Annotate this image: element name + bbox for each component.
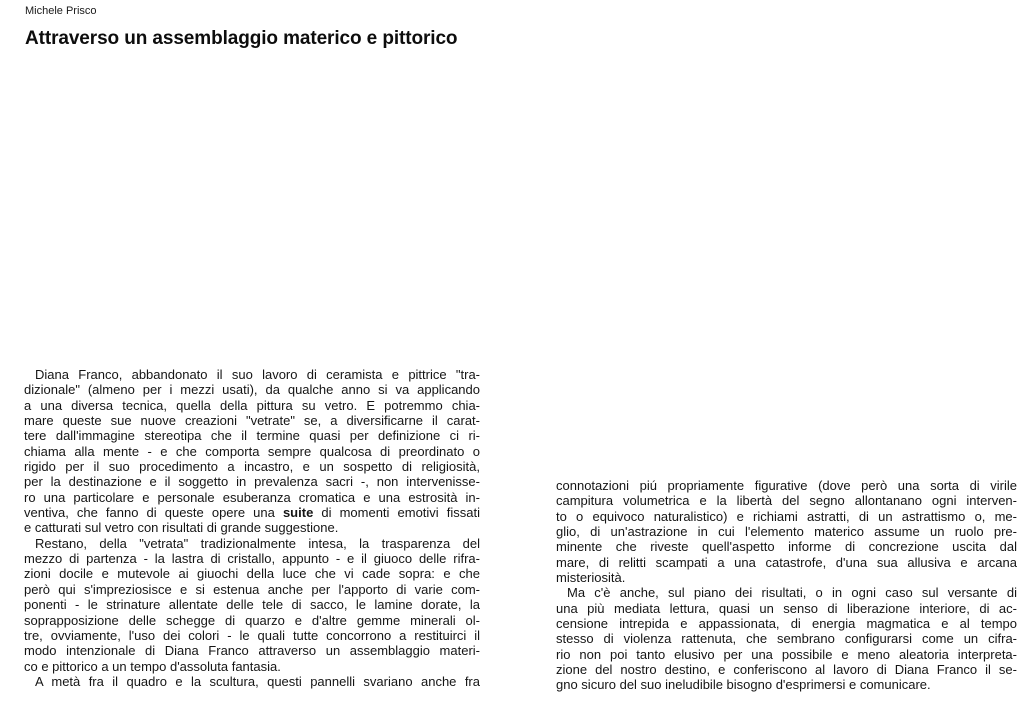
text-line: mezzo di partenza - la lastra di cristallo, appunto - e il giuoco delle rifra-: [24, 551, 480, 567]
text-line: glio, di un'astrazione in cui l'elemento materico assume un ruolo pre-: [556, 524, 1017, 540]
text-line: gno sicuro del suo ineludibile bisogno d'esprimersi e comunicare.: [556, 677, 931, 693]
text-line: modo intenzionale di Diana Franco attraverso un assemblaggio materi-: [24, 643, 480, 659]
text-line: Diana Franco, abbandonato il suo lavoro di ceramista e pittrice "tra-: [35, 367, 480, 382]
text-line: tere dall'immagine stereotipa che il termine quasi per definizione ci ri-: [24, 428, 480, 444]
text-line: zioni docile e mutevole ai giuochi della luce che vi cade sopra: e che: [24, 566, 480, 582]
text-line: a una diversa tecnica, quella della pittura su vetro. E potremmo chia-: [24, 397, 480, 413]
text-line: tre, ovviamente, l'uso dei colori - le quali tutte concorrono a restituirci il: [24, 627, 480, 643]
text-line: una più mediata lettura, quasi un senso di liberazione interiore, di ac-: [556, 600, 1017, 616]
text-line: [24, 505, 480, 520]
author-name: Michele Prisco: [25, 5, 97, 17]
text-line: campitura volumetrica e la libertà del segno allontanano ogni interven-: [556, 493, 1017, 509]
text-line: zione del nostro destino, e conferiscono al lavoro di Diana Franco il se-: [556, 662, 1017, 678]
text-line: A metà fra il quadro e la scultura, questi pannelli svariano anche fra: [35, 673, 480, 689]
text-line: Restano, della "vetrata" tradizionalmente intesa, la trasparenza del: [35, 535, 480, 551]
text-line: per la destinazione e il soggetto in prevalenza sacri -, non intervenisse-: [24, 474, 480, 490]
text-line: dizionale" (almeno per i mezzi usati), da qualche anno si va applicando: [24, 382, 480, 398]
text-line: soprapposizione delle schegge di quarzo e d'altre gemme minerali ol-: [24, 612, 480, 628]
text-column-right: [556, 478, 1017, 693]
text-line: co e pittorico a un tempo d'assoluta fantasia.: [24, 658, 281, 674]
text-line: censione intrepida e appassionata, di energia magmatica e al tempo: [556, 616, 1017, 632]
text-line: e catturati sul vetro con risultati di grande suggestione.: [24, 520, 339, 536]
text-line: to o equivoco naturalistico) e richiami astratti, di un astrattismo o, me-: [556, 508, 1017, 524]
text-line: ro una particolare e personale esuberanza cromatica e una estrosità in-: [24, 489, 480, 505]
text-line: mare queste sue nuove creazioni "vetrate" se, a diversificarne il carat-: [24, 413, 480, 429]
text-line: rigido per il suo procedimento a incastro, e un sospetto di religiosità,: [24, 459, 480, 475]
text-column-left: [24, 367, 480, 689]
text-line: però qui s'impreziosisce e si estenua anche per l'apporto di varie com-: [24, 581, 480, 597]
text-line: chiama alla mente - e che comporta sempre qualcosa di preordinato o: [24, 443, 480, 459]
text-line: connotazioni piú propriamente figurative (dove però una sorta di virile: [556, 478, 1017, 493]
text-segment: ventiva, che fanno di queste opere una: [24, 505, 283, 521]
article-title: Attraverso un assemblaggio materico e pittorico: [25, 28, 458, 49]
text-line: ponenti - le strinature allentate delle tele di sacco, le lamine dorate, la: [24, 597, 480, 613]
text-line: minente che riveste quell'aspetto informe di concrezione uscita dal: [556, 539, 1017, 555]
text-line: Ma c'è anche, sul piano dei risultati, o in ogni caso sul versante di: [567, 585, 1017, 601]
text-line: misteriosità.: [556, 570, 626, 586]
emphasized-word: suite: [282, 505, 314, 521]
text-segment: di momenti emotivi fissati: [313, 505, 480, 521]
text-line: rio non poi tanto elusivo per una possibile e meno aleatoria interpreta-: [556, 646, 1017, 662]
text-line: stesso di violenza rattenuta, che sembrano configurarsi come un cifra-: [556, 631, 1017, 647]
text-line: mare, di relitti scampati a una catastrofe, d'una sua allusiva e arcana: [556, 554, 1017, 570]
